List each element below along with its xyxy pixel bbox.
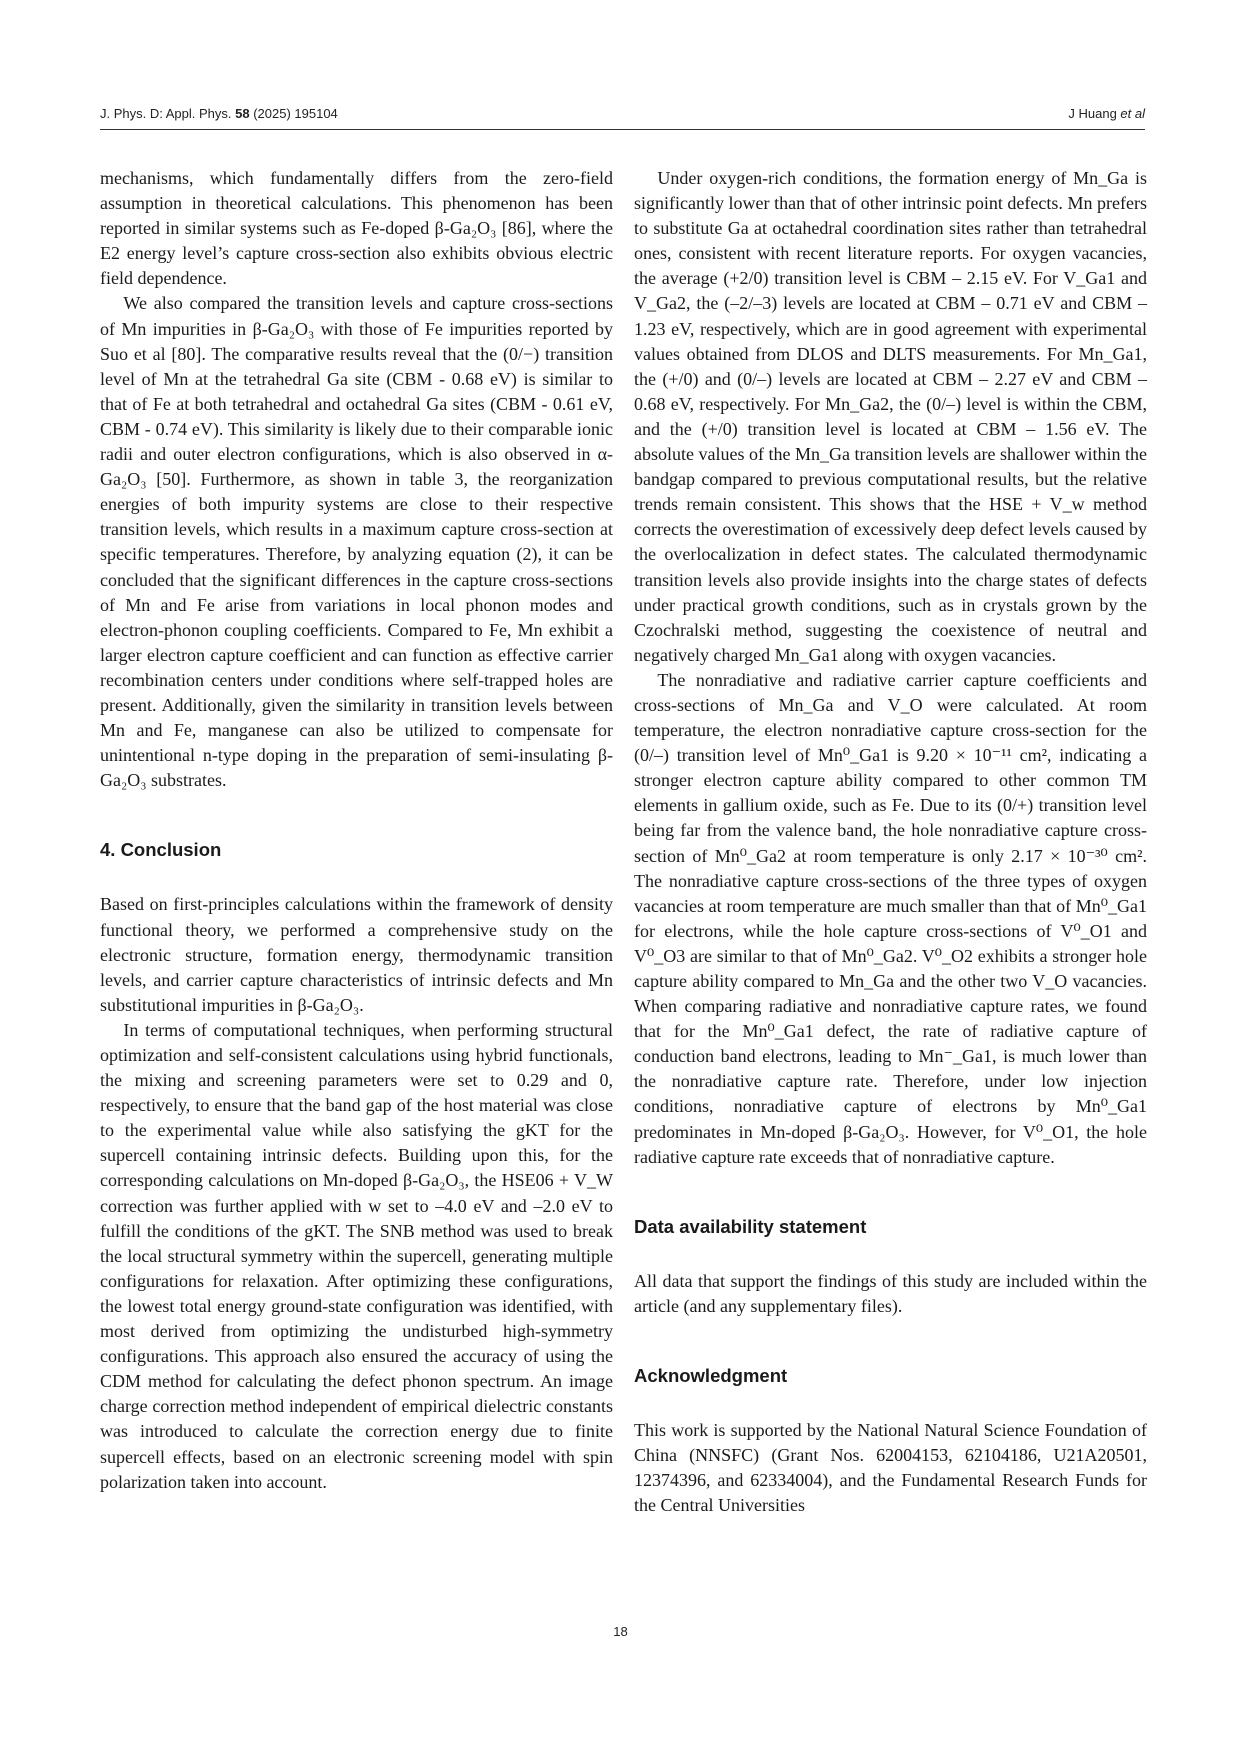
section-heading-acknowledgment: Acknowledgment [634, 1365, 788, 1387]
author-running-head: J Huang et al [1068, 106, 1145, 121]
paragraph-field-dependence: mechanisms, which fundamentally differs from the zero-field assumption in theoretical calculations. This phenomenon has been reported in similar systems such as Fe-doped β-Ga₂O₃ [86], where the E2 energy level’s capture cross-section also exhibits obvious electric field dependence. [100, 168, 613, 289]
paragraph-capture-coefficients: The nonradiative and radiative carrier capture coefficients and cross-sections of Mn_Ga and V_O were calculated. At room temperature, the electron nonradiative capture cross-section for the (0/–) transition level of Mn⁰_Ga1 is 9.20 × 10⁻¹¹ cm², indicating a stronger electron capture ability compared to other common TM elements in gallium oxide, such as Fe. Due to its (0/+) transition level being far from the valence band, the hole nonradiative capture cross-section of Mn⁰_Ga2 at room temperature is only 2.17 × 10⁻³⁰ cm². The nonradiative capture cross-sections of the three types of oxygen vacancies at room temperature are much smaller than that of Mn⁰_Ga1 for electrons, while the hole capture cross-sections of V⁰_O1 and V⁰_O3 are similar to that of Mn⁰_Ga2. V⁰_O2 exhibits a stronger hole capture ability compared to Mn_Ga and the other two V_O vacancies. When comparing radiative and nonradiative capture rates, we found that for the Mn⁰_Ga1 defect, the rate of radiative capture of conduction band electrons, leading to Mn⁻_Ga1, is much lower than the nonradiative capture rate. Therefore, under low injection conditions, nonradiative capture of electrons by Mn⁰_Ga1 predominates in Mn-doped β-Ga₂O₃. However, for V⁰_O1, the hole radiative capture rate exceeds that of nonradiative capture. [634, 669, 1147, 1167]
page-number: 18 [613, 1624, 628, 1639]
journal-citation: J. Phys. D: Appl. Phys. 58 (2025) 195104 [100, 106, 338, 121]
paragraph-acknowledgment: This work is supported by the National Natural Science Foundation of China (NNSFC) (Grant Nos. 62004153, 62104186, U21A20501, 12374396, and 62334004), and the Fundamental Research Funds for the Central Universities [634, 1420, 1147, 1516]
right-column [634, 166, 1147, 1519]
left-column [100, 166, 613, 1495]
paragraph-conclusion-summary: Based on first-principles calculations within the framework of density functional theory, we performed a comprehensive study on the electronic structure, formation energy, thermodynamic transition levels, and carrier capture characteristics of intrinsic defects and Mn substitutional impurities in β-Ga₂O₃. [100, 894, 613, 1015]
paragraph-computational-techniques: In terms of computational techniques, when performing structural optimization and self-consistent calculations using hybrid functionals, the mixing and screening parameters were set to 0.29 and 0, respectively, to ensure that the band gap of the host material was close to the experimental value while also satisfying the gKT for the supercell containing intrinsic defects. Building upon this, for the corresponding calculations on Mn-doped β-Ga₂O₃, the HSE06 + V_W correction was further applied with w set to –4.0 eV and –2.0 eV to fulfill the conditions of the gKT. The SNB method was used to break the local structural symmetry within the supercell, generating multiple configurations for relaxation. After optimizing these configurations, the lowest total energy ground-state configuration was identified, with most derived from optimizing the undisturbed high-symmetry configurations. This approach also ensured the accuracy of using the CDM method for calculating the defect phonon spectrum. An image charge correction method independent of empirical dielectric constants was introduced to calculate the correction energy due to finite supercell effects, based on an electronic screening model with spin polarization taken into account. [100, 1019, 613, 1492]
paragraph-data-availability: All data that support the findings of this study are included within the article (and any supplementary files). [634, 1270, 1147, 1316]
header-rule [100, 129, 1145, 130]
section-heading-data-availability: Data availability statement [634, 1215, 867, 1237]
paragraph-mn-fe-comparison: We also compared the transition levels and capture cross-sections of Mn impurities in β-Ga₂O₃ with those of Fe impurities reported by Suo et al [80]. The comparative results reveal that the (0/−) transition level of Mn at the tetrahedral Ga site (CBM - 0.68 eV) is similar to that of Fe at both tetrahedral and octahedral Ga sites (CBM - 0.61 eV, CBM - 0.74 eV). This similarity is likely due to their comparable ionic radii and outer electron configurations, which is also observed in α-Ga₂O₃ [50]. Furthermore, as shown in table 3, the reorganization energies of both impurity systems are close to their respective transition levels, which results in a maximum capture cross-section at specific temperatures. Therefore, by analyzing equation (2), it can be concluded that the significant differences in the capture cross-sections of Mn and Fe arise from variations in local phonon modes and electron-phonon coupling coefficients. Compared to Fe, Mn exhibit a larger electron capture coefficient and can function as effective carrier recombination centers under conditions where self-trapped holes are present. Additionally, given the similarity in transition levels between Mn and Fe, manganese can also be utilized to compensate for unintentional n-type doping in the preparation of semi-insulating β-Ga₂O₃ substrates. [100, 293, 613, 791]
section-heading-conclusion: 4. Conclusion [100, 839, 222, 861]
paragraph-formation-energy: Under oxygen-rich conditions, the formation energy of Mn_Ga is significantly lower than that of other intrinsic point defects. Mn prefers to substitute Ga at octahedral coordination sites rather than tetrahedral ones, consistent with recent literature reports. For oxygen vacancies, the average (+2/0) transition level is CBM – 2.15 eV. For V_Ga1 and V_Ga2, the (–2/–3) levels are located at CBM – 0.71 eV and CBM – 1.23 eV, respectively, which are in good agreement with experimental values obtained from DLOS and DLTS measurements. For Mn_Ga1, the (+/0) and (0/–) levels are located at CBM – 2.27 eV and CBM – 0.68 eV, respectively. For Mn_Ga2, the (0/–) level is within the CBM, and the (+/0) transition level is located at CBM – 1.56 eV. The absolute values of the Mn_Ga transition levels are shallower within the bandgap compared to previous computational results, but the relative trends remain consistent. This shows that the HSE + V_w method corrects the overestimation of excessively deep defect levels caused by the overlocalization in defect states. The calculated thermodynamic transition levels also provide insights into the charge states of defects under practical growth conditions, such as in crystals grown by the Czochralski method, suggesting the coexistence of neutral and negatively charged Mn_Ga1 along with oxygen vacancies. [634, 168, 1147, 665]
